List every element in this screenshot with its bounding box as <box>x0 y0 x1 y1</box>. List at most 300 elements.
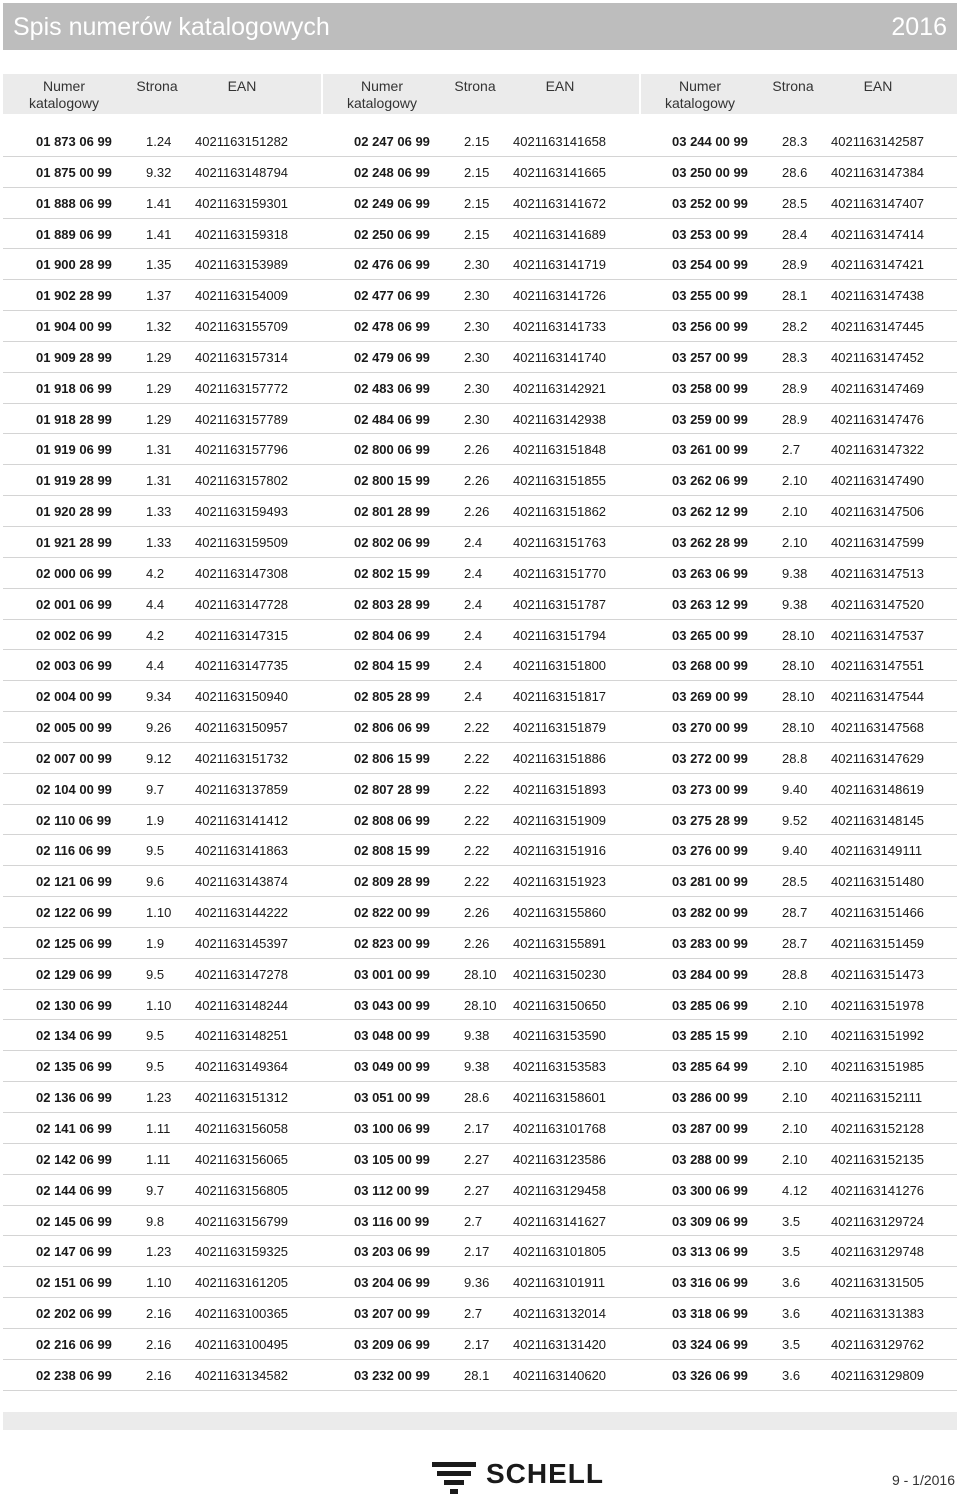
page-ref: 9.7 <box>146 781 165 797</box>
page-number: 9 - 1/2016 <box>891 1472 955 1488</box>
catalog-number: 01 920 28 99 <box>36 504 112 520</box>
ean-code: 4021163147506 <box>831 504 925 520</box>
catalog-number: 02 823 00 99 <box>354 935 430 951</box>
page-ref: 28.10 <box>782 720 815 736</box>
table-row <box>3 558 321 589</box>
ean-code: 4021163141733 <box>513 319 607 335</box>
catalog-number: 02 005 00 99 <box>36 720 112 736</box>
ean-code: 4021163147568 <box>831 720 925 736</box>
catalog-number: 02 800 15 99 <box>354 473 430 489</box>
ean-code: 4021163153590 <box>513 1028 607 1044</box>
page-ref: 28.3 <box>782 349 808 365</box>
ean-code: 4021163151886 <box>513 750 607 766</box>
ean-code: 4021163147384 <box>831 164 925 180</box>
catalog-number: 03 326 06 99 <box>672 1367 748 1383</box>
ean-code: 4021163129724 <box>831 1213 925 1229</box>
page-ref: 2.10 <box>782 1090 808 1106</box>
table-row <box>639 1267 957 1298</box>
table-row <box>321 1267 639 1298</box>
page-ref: 1.11 <box>146 1151 171 1167</box>
ean-code: 4021163157789 <box>195 411 289 427</box>
ean-code: 4021163148244 <box>195 997 289 1013</box>
page-ref: 1.29 <box>146 411 172 427</box>
catalog-number: 02 479 06 99 <box>354 349 430 365</box>
catalog-number: 03 281 00 99 <box>672 874 748 890</box>
ean-code: 4021163147728 <box>195 596 289 612</box>
table-row <box>321 620 639 651</box>
page-ref: 28.1 <box>464 1367 490 1383</box>
ean-code: 4021163147407 <box>831 195 925 211</box>
ean-code: 4021163148251 <box>195 1028 289 1044</box>
header-number: Numer katalogowy <box>664 78 736 111</box>
catalog-column-2 <box>321 74 639 1391</box>
page-ref: 9.34 <box>146 689 172 705</box>
page-ref: 28.5 <box>782 874 808 890</box>
catalog-number: 03 204 06 99 <box>354 1275 430 1291</box>
catalog-number: 03 259 00 99 <box>672 411 748 427</box>
catalog-number: 03 244 00 99 <box>672 134 748 149</box>
page-ref: 28.4 <box>782 226 808 242</box>
page-ref: 2.10 <box>782 1151 808 1167</box>
catalog-number: 02 808 15 99 <box>354 843 430 859</box>
ean-code: 4021163147629 <box>831 750 925 766</box>
page-ref: 4.4 <box>146 596 165 612</box>
ean-code: 4021163141627 <box>513 1213 607 1229</box>
catalog-number: 03 263 06 99 <box>672 565 748 581</box>
table-row <box>321 1113 639 1144</box>
ean-code: 4021163159509 <box>195 534 289 550</box>
table-row <box>321 1329 639 1360</box>
ean-code: 4021163151732 <box>195 750 289 766</box>
page-ref: 1.29 <box>146 349 172 365</box>
page-ref: 2.17 <box>464 1336 490 1352</box>
catalog-number: 03 252 00 99 <box>672 195 748 211</box>
catalog-number: 02 001 06 99 <box>36 596 112 612</box>
table-row <box>3 805 321 836</box>
catalog-number: 03 207 00 99 <box>354 1306 430 1322</box>
table-row <box>321 774 639 805</box>
catalog-number: 03 309 06 99 <box>672 1213 748 1229</box>
page-ref: 28.7 <box>782 905 808 921</box>
catalog-number: 02 134 06 99 <box>36 1028 112 1044</box>
ean-code: 4021163143874 <box>195 874 289 890</box>
catalog-number: 02 809 28 99 <box>354 874 430 890</box>
ean-code: 4021163134582 <box>195 1367 289 1383</box>
catalog-number: 02 136 06 99 <box>36 1090 112 1106</box>
catalog-number: 02 003 06 99 <box>36 658 112 674</box>
table-row <box>321 219 639 250</box>
ean-code: 4021163157796 <box>195 442 289 458</box>
table-row <box>3 1113 321 1144</box>
ean-code: 4021163141863 <box>195 843 289 859</box>
catalog-number: 02 121 06 99 <box>36 874 112 890</box>
table-row <box>639 589 957 620</box>
page-ref: 3.6 <box>782 1367 801 1383</box>
table-row <box>639 835 957 866</box>
ean-code: 4021163141665 <box>513 164 607 180</box>
page-ref: 1.9 <box>146 812 165 828</box>
ean-code: 4021163159493 <box>195 504 289 520</box>
header-page: Strona <box>136 78 178 94</box>
catalog-number: 03 272 00 99 <box>672 750 748 766</box>
catalog-number: 03 283 00 99 <box>672 935 748 951</box>
page-ref: 9.8 <box>146 1213 165 1229</box>
catalog-number: 02 803 28 99 <box>354 596 430 612</box>
table-row <box>639 280 957 311</box>
page-ref: 28.3 <box>782 134 808 149</box>
catalog-number: 01 909 28 99 <box>36 349 112 365</box>
table-row <box>3 465 321 496</box>
catalog-number: 03 265 00 99 <box>672 627 748 643</box>
ean-code: 4021163151855 <box>513 473 607 489</box>
page-ref: 2.27 <box>464 1151 490 1167</box>
catalog-number: 02 801 28 99 <box>354 504 430 520</box>
page-ref: 2.4 <box>464 658 483 674</box>
catalog-number: 01 902 28 99 <box>36 288 112 304</box>
page-ref: 9.26 <box>146 720 172 736</box>
page-ref: 28.8 <box>782 966 808 982</box>
ean-code: 4021163157314 <box>195 349 289 365</box>
ean-code: 4021163141726 <box>513 288 607 304</box>
page-ref: 2.15 <box>464 164 490 180</box>
page-ref: 2.30 <box>464 349 490 365</box>
catalog-number: 03 270 00 99 <box>672 720 748 736</box>
page-ref: 28.9 <box>782 380 808 396</box>
catalog-rows <box>639 126 957 1391</box>
page-ref: 2.30 <box>464 319 490 335</box>
table-row <box>639 1206 957 1237</box>
page-ref: 28.10 <box>782 658 815 674</box>
catalog-number: 03 250 00 99 <box>672 164 748 180</box>
catalog-number: 03 261 00 99 <box>672 442 748 458</box>
catalog-number: 03 043 00 99 <box>354 997 430 1013</box>
table-row <box>3 774 321 805</box>
table-row <box>639 188 957 219</box>
table-row <box>321 249 639 280</box>
catalog-rows <box>3 126 321 1391</box>
ean-code: 4021163155860 <box>513 905 607 921</box>
table-row <box>321 1051 639 1082</box>
ean-code: 4021163101805 <box>513 1244 607 1260</box>
table-row <box>321 280 639 311</box>
ean-code: 4021163151909 <box>513 812 607 828</box>
table-row <box>639 990 957 1021</box>
ean-code: 4021163151770 <box>513 565 607 581</box>
table-row <box>3 990 321 1021</box>
table-row <box>639 249 957 280</box>
ean-code: 4021163150650 <box>513 997 607 1013</box>
page-ref: 9.38 <box>782 596 808 612</box>
ean-code: 4021163156058 <box>195 1121 289 1136</box>
table-row <box>321 1206 639 1237</box>
ean-code: 4021163147544 <box>831 689 925 705</box>
table-row <box>3 311 321 342</box>
ean-code: 4021163142921 <box>513 380 607 396</box>
catalog-number: 01 921 28 99 <box>36 534 112 550</box>
page-ref: 2.10 <box>782 997 808 1013</box>
page-ref: 2.15 <box>464 226 490 242</box>
page-ref: 1.41 <box>146 195 172 211</box>
table-row <box>321 1360 639 1391</box>
table-row <box>3 959 321 990</box>
ean-code: 4021163147414 <box>831 226 925 242</box>
page-ref: 2.30 <box>464 411 490 427</box>
ean-code: 4021163141719 <box>513 257 607 273</box>
table-row <box>3 835 321 866</box>
page-ref: 2.26 <box>464 504 490 520</box>
ean-code: 4021163156065 <box>195 1151 289 1167</box>
ean-code: 4021163159318 <box>195 226 289 242</box>
table-row <box>639 558 957 589</box>
catalog-number: 03 112 00 99 <box>354 1182 430 1198</box>
ean-code: 4021163151916 <box>513 843 607 859</box>
page-ref: 3.6 <box>782 1275 801 1291</box>
page-ref: 2.10 <box>782 1121 808 1136</box>
page-ref: 9.38 <box>782 565 808 581</box>
table-row <box>321 743 639 774</box>
ean-code: 4021163131383 <box>831 1306 925 1322</box>
page-ref: 1.41 <box>146 226 172 242</box>
table-row <box>321 342 639 373</box>
ean-code: 4021163151312 <box>195 1090 289 1106</box>
ean-code: 4021163100495 <box>195 1336 289 1352</box>
page-ref: 1.37 <box>146 288 172 304</box>
table-row <box>639 681 957 712</box>
schell-logo-icon <box>432 1458 476 1494</box>
page-ref: 1.33 <box>146 534 172 550</box>
catalog-number: 02 142 06 99 <box>36 1151 112 1167</box>
table-row <box>321 373 639 404</box>
catalog-number: 02 216 06 99 <box>36 1336 112 1352</box>
table-row <box>639 342 957 373</box>
table-row <box>3 527 321 558</box>
page-ref: 2.4 <box>464 565 483 581</box>
header-page: Strona <box>454 78 496 94</box>
table-row <box>3 1206 321 1237</box>
catalog-number: 02 483 06 99 <box>354 380 430 396</box>
column-header <box>639 74 957 114</box>
page-ref: 2.4 <box>464 534 483 550</box>
table-row <box>639 1113 957 1144</box>
ean-code: 4021163147421 <box>831 257 925 273</box>
table-row <box>639 1051 957 1082</box>
page-ref: 2.27 <box>464 1182 490 1198</box>
page-ref: 4.12 <box>782 1182 808 1198</box>
catalog-number: 02 116 06 99 <box>36 843 112 859</box>
page-ref: 4.2 <box>146 627 165 643</box>
catalog-number: 02 250 06 99 <box>354 226 430 242</box>
ean-code: 4021163151862 <box>513 504 607 520</box>
page-ref: 9.38 <box>464 1028 490 1044</box>
catalog-number: 02 476 06 99 <box>354 257 430 273</box>
page-ref: 28.1 <box>782 288 808 304</box>
catalog-number: 02 122 06 99 <box>36 905 112 921</box>
header-number: Numer katalogowy <box>346 78 418 111</box>
ean-code: 4021163140620 <box>513 1367 607 1383</box>
catalog-number: 02 002 06 99 <box>36 627 112 643</box>
page-ref: 28.7 <box>782 935 808 951</box>
catalog-number: 03 285 15 99 <box>672 1028 748 1044</box>
catalog-number: 02 802 15 99 <box>354 565 430 581</box>
page-ref: 1.11 <box>146 1121 171 1136</box>
table-row <box>3 743 321 774</box>
ean-code: 4021163151879 <box>513 720 607 736</box>
footer-bar <box>3 1412 957 1430</box>
catalog-number: 01 919 06 99 <box>36 442 112 458</box>
table-row <box>639 774 957 805</box>
catalog-number: 02 202 06 99 <box>36 1306 112 1322</box>
page-ref: 9.7 <box>146 1182 165 1198</box>
catalog-number: 01 918 28 99 <box>36 411 112 427</box>
table-row <box>639 743 957 774</box>
table-row <box>639 650 957 681</box>
catalog-number: 01 875 00 99 <box>36 164 112 180</box>
ean-code: 4021163144222 <box>195 905 289 921</box>
table-row <box>3 866 321 897</box>
header-ean: EAN <box>227 78 257 94</box>
catalog-number: 02 808 06 99 <box>354 812 430 828</box>
catalog-number: 03 287 00 99 <box>672 1121 748 1136</box>
ean-code: 4021163152111 <box>831 1090 923 1106</box>
ean-code: 4021163147735 <box>195 658 289 674</box>
table-row <box>3 1051 321 1082</box>
page-ref: 28.9 <box>782 257 808 273</box>
page-ref: 2.4 <box>464 596 483 612</box>
table-row <box>321 404 639 435</box>
table-row <box>3 1298 321 1329</box>
page-ref: 28.9 <box>782 411 808 427</box>
ean-code: 4021163145397 <box>195 935 289 951</box>
table-row <box>321 897 639 928</box>
catalog-number: 02 129 06 99 <box>36 966 112 982</box>
page-ref: 2.30 <box>464 257 490 273</box>
page-ref: 28.6 <box>464 1090 490 1106</box>
catalog-number: 03 300 06 99 <box>672 1182 748 1198</box>
catalog-number: 02 804 15 99 <box>354 658 430 674</box>
catalog-number: 03 049 00 99 <box>354 1059 430 1075</box>
catalog-column-1 <box>3 74 321 1391</box>
ean-code: 4021163147520 <box>831 596 925 612</box>
catalog-number: 03 116 00 99 <box>354 1213 430 1229</box>
header-page: Strona <box>772 78 814 94</box>
ean-code: 4021163161205 <box>195 1275 289 1291</box>
ean-code: 4021163152128 <box>831 1121 925 1136</box>
page-ref: 3.5 <box>782 1244 801 1260</box>
page-ref: 2.4 <box>464 627 483 643</box>
table-row <box>3 188 321 219</box>
table-row <box>3 589 321 620</box>
page-ref: 1.10 <box>146 1275 172 1291</box>
ean-code: 4021163147476 <box>831 411 925 427</box>
table-row <box>321 496 639 527</box>
catalog-number: 03 051 00 99 <box>354 1090 430 1106</box>
table-row <box>3 1082 321 1113</box>
page-ref: 9.5 <box>146 966 165 982</box>
catalog-number: 03 282 00 99 <box>672 905 748 921</box>
ean-code: 4021163149111 <box>831 843 923 859</box>
table-row <box>321 681 639 712</box>
catalog-number: 03 254 00 99 <box>672 257 748 273</box>
catalog-rows <box>321 126 639 1391</box>
catalog-number: 02 004 00 99 <box>36 689 112 705</box>
ean-code: 4021163151473 <box>831 966 925 982</box>
ean-code: 4021163129762 <box>831 1336 925 1352</box>
catalog-number: 02 800 06 99 <box>354 442 430 458</box>
page-ref: 2.22 <box>464 781 490 797</box>
page-ref: 2.15 <box>464 134 490 149</box>
catalog-number: 03 288 00 99 <box>672 1151 748 1167</box>
table-row <box>321 835 639 866</box>
catalog-number: 03 276 00 99 <box>672 843 748 859</box>
catalog-number: 03 001 00 99 <box>354 966 430 982</box>
catalog-number: 03 316 06 99 <box>672 1275 748 1291</box>
table-row <box>3 620 321 651</box>
catalog-number: 02 804 06 99 <box>354 627 430 643</box>
catalog-number: 02 807 28 99 <box>354 781 430 797</box>
page-ref: 1.9 <box>146 935 165 951</box>
table-row <box>639 373 957 404</box>
catalog-number: 03 232 00 99 <box>354 1367 430 1383</box>
ean-code: 4021163151787 <box>513 596 607 612</box>
page-ref: 4.2 <box>146 565 165 581</box>
catalog-number: 02 125 06 99 <box>36 935 112 951</box>
table-row <box>639 1082 957 1113</box>
page-ref: 1.23 <box>146 1090 172 1106</box>
page-ref: 2.17 <box>464 1244 490 1260</box>
page-title: Spis numerów katalogowych <box>13 13 330 41</box>
catalog-number: 02 145 06 99 <box>36 1213 112 1229</box>
table-row <box>3 1267 321 1298</box>
page-ref: 1.29 <box>146 380 172 396</box>
page-ref: 1.10 <box>146 905 172 921</box>
catalog-number: 02 249 06 99 <box>354 195 430 211</box>
ean-code: 4021163151893 <box>513 781 607 797</box>
table-row <box>3 249 321 280</box>
ean-code: 4021163137859 <box>195 781 289 797</box>
page-ref: 2.22 <box>464 874 490 890</box>
catalog-number: 01 919 28 99 <box>36 473 112 489</box>
catalog-number: 01 873 06 99 <box>36 134 112 149</box>
page-ref: 9.5 <box>146 843 165 859</box>
page-ref: 28.10 <box>464 997 497 1013</box>
ean-code: 4021163147599 <box>831 534 925 550</box>
ean-code: 4021163132014 <box>513 1306 607 1322</box>
page-year: 2016 <box>891 13 947 41</box>
catalog-number: 03 263 12 99 <box>672 596 748 612</box>
table-row <box>639 1175 957 1206</box>
page-ref: 2.30 <box>464 380 490 396</box>
ean-code: 4021163156799 <box>195 1213 289 1229</box>
ean-code: 4021163151992 <box>831 1028 925 1044</box>
table-row <box>321 928 639 959</box>
page-ref: 9.6 <box>146 874 165 890</box>
ean-code: 4021163150940 <box>195 689 289 705</box>
catalog-number: 03 262 06 99 <box>672 473 748 489</box>
schell-logo <box>432 1458 612 1498</box>
table-row <box>639 219 957 250</box>
catalog-number: 02 110 06 99 <box>36 812 112 828</box>
table-row <box>321 157 639 188</box>
table-row <box>321 188 639 219</box>
catalog-number: 02 484 06 99 <box>354 411 430 427</box>
ean-code: 4021163147452 <box>831 349 925 365</box>
page-ref: 1.10 <box>146 997 172 1013</box>
catalog-number: 03 285 64 99 <box>672 1059 748 1075</box>
ean-code: 4021163153583 <box>513 1059 607 1075</box>
catalog-number: 03 253 00 99 <box>672 226 748 242</box>
ean-code: 4021163152135 <box>831 1151 925 1167</box>
catalog-number: 03 100 06 99 <box>354 1121 430 1136</box>
